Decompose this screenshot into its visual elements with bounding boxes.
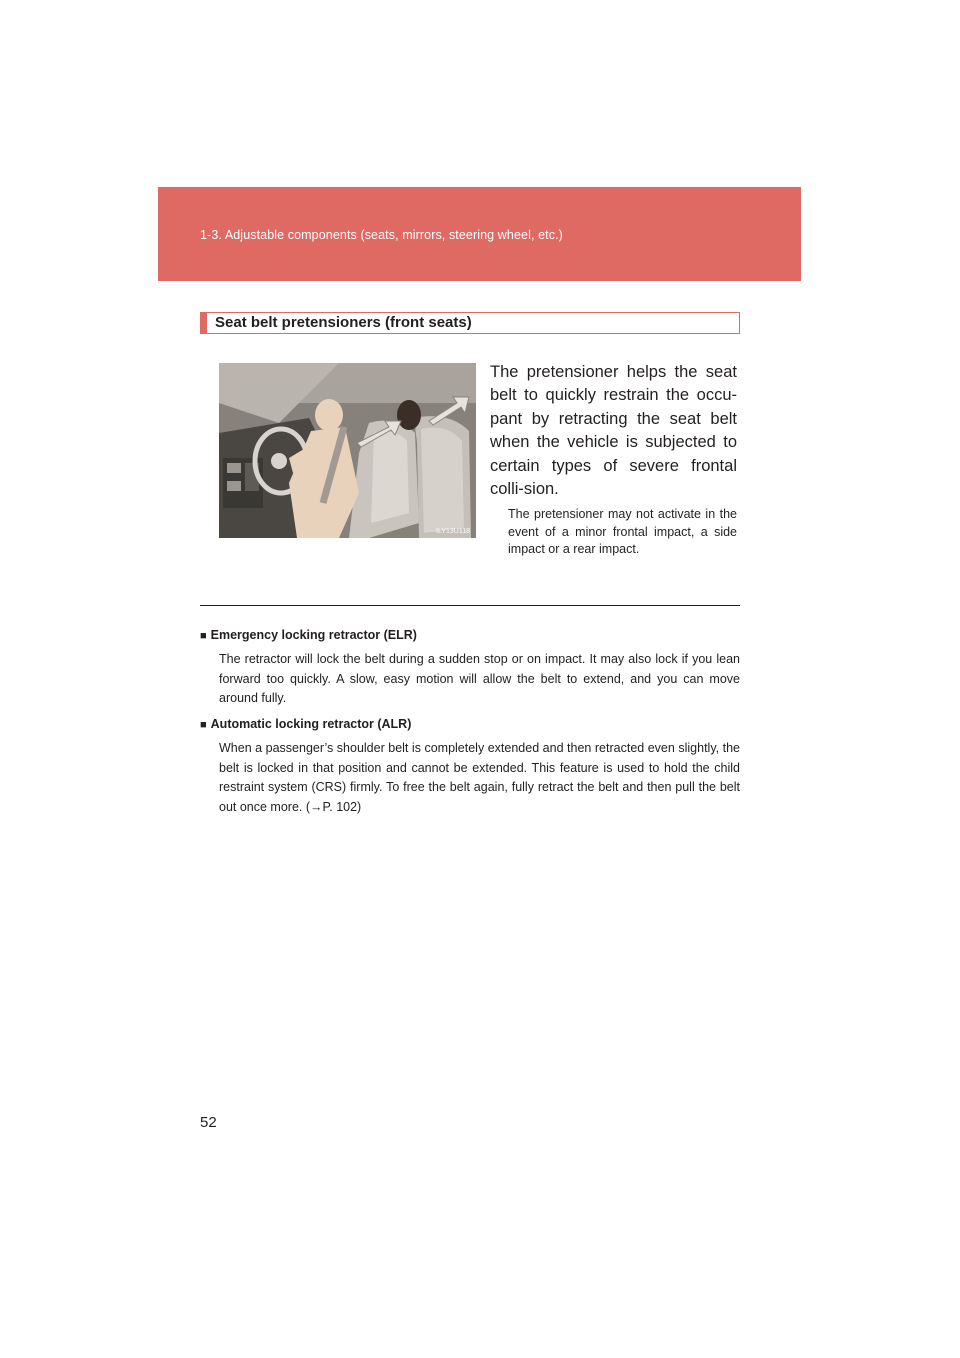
note-heading-text: Emergency locking retractor (ELR) xyxy=(210,628,417,642)
figure-code: ILY13U118 xyxy=(436,528,470,535)
lead-paragraph: The pretensioner helps the seat belt to quickly restrain the occu-pant by retracting the seat belt when the vehicle is subjected to certain types of severe frontal colli-sion. xyxy=(490,363,737,499)
section-title-accent xyxy=(201,313,207,333)
illustration-svg xyxy=(219,363,476,538)
note-alr xyxy=(200,716,740,817)
square-bullet-icon: ■ xyxy=(200,719,207,731)
seat-belt-pretensioner-illustration xyxy=(219,363,476,538)
pretensioner-note: The pretensioner may not activate in the event of a minor frontal impact, a side impact or a rear impact. xyxy=(508,507,737,556)
note-heading xyxy=(200,627,740,644)
section-title-bar xyxy=(200,312,740,334)
note-heading-text: Automatic locking retractor (ALR) xyxy=(210,717,412,731)
square-bullet-icon: ■ xyxy=(200,630,207,642)
note-body: The retractor will lock the belt during a sudden stop or on impact. It may also lock if you lean forward too quickly. A slow, easy motion will allow the belt to extend, and you can move around fully. xyxy=(219,652,740,705)
section-title: Seat belt pretensioners (front seats) xyxy=(215,314,472,331)
page-number: 52 xyxy=(200,1114,217,1131)
note-elr xyxy=(200,627,740,709)
section-divider xyxy=(200,605,740,606)
breadcrumb: 1-3. Adjustable components (seats, mirrors, steering wheel, etc.) xyxy=(200,228,563,242)
note-body: When a passenger’s shoulder belt is completely extended and then retracted even slightly, the belt is locked in that position and cannot be extended. This feature is used to hold the child restraint system (CRS) firmly. To free the belt again, fully retract the belt and then pull the belt out once more. (→P. 102) xyxy=(219,741,740,814)
note-heading xyxy=(200,716,740,733)
